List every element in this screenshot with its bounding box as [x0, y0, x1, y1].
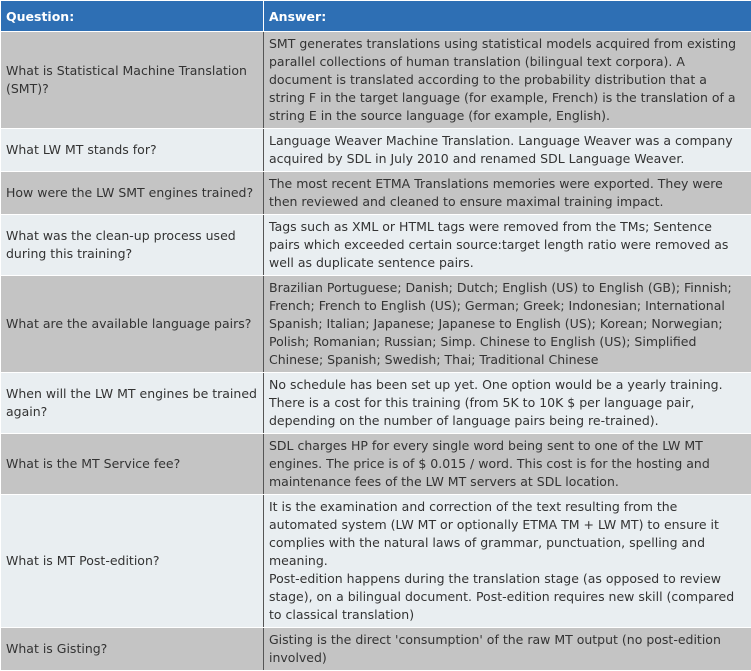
question-cell: What is MT Post-edition? — [1, 495, 264, 628]
answer-paragraph: Gisting is the direct 'consumption' of the raw MT output (no post-edition involved) — [269, 631, 746, 667]
answer-cell — [264, 628, 751, 671]
question-cell: When will the LW MT engines be trained again? — [1, 373, 264, 434]
answer-paragraph: It is the examination and correction of the text resulting from the automated system (LW MT or optionally ETMA TM + LW MT) to ensure it complies with the natural laws of grammar, punctuation, spelling and meaning. — [269, 498, 746, 570]
table-row — [1, 495, 751, 628]
question-cell: How were the LW SMT engines trained? — [1, 172, 264, 215]
table-row — [1, 276, 751, 373]
question-cell: What is the MT Service fee? — [1, 434, 264, 495]
table-body — [1, 32, 751, 671]
question-cell: What is Gisting? — [1, 628, 264, 671]
answer-cell — [264, 434, 751, 495]
answer-cell — [264, 215, 751, 276]
question-cell: What are the available language pairs? — [1, 276, 264, 373]
answer-paragraph: Post-edition happens during the translation stage (as opposed to review stage), on a bilingual document. Post-edition requires new skill (compared to classical translation) — [269, 570, 746, 624]
answer-paragraph: Brazilian Portuguese; Danish; Dutch; English (US) to English (GB); Finnish; French; French to English (US); German; Greek; Indonesian; International Spanish; Italian; Japanese; Japanese to English (US); Korean; Norwegian; Polish; Romanian; Russian; Simp. Chinese to English (US); Simplified Chinese; Spanish; Swedish; Thai; Traditional Chinese — [269, 279, 746, 369]
question-cell: What is Statistical Machine Translation (SMT)? — [1, 32, 264, 129]
table-row — [1, 32, 751, 129]
table-row — [1, 628, 751, 671]
question-column-header: Question: — [1, 1, 264, 32]
answer-paragraph: SDL charges HP for every single word being sent to one of the LW MT engines. The price is of $ 0.015 / word. This cost is for the hosting and maintenance fees of the LW MT servers at SDL location. — [269, 437, 746, 491]
answer-cell — [264, 276, 751, 373]
table-row — [1, 434, 751, 495]
table-row — [1, 172, 751, 215]
table-row — [1, 129, 751, 172]
table-row — [1, 215, 751, 276]
answer-cell — [264, 495, 751, 628]
answer-cell — [264, 172, 751, 215]
answer-cell — [264, 373, 751, 434]
answer-cell — [264, 32, 751, 129]
answer-paragraph: Language Weaver Machine Translation. Language Weaver was a company acquired by SDL in July 2010 and renamed SDL Language Weaver. — [269, 132, 746, 168]
table-header — [1, 1, 751, 32]
answer-column-header: Answer: — [264, 1, 751, 32]
answer-cell — [264, 129, 751, 172]
table-row — [1, 373, 751, 434]
question-cell: What was the clean-up process used during this training? — [1, 215, 264, 276]
answer-paragraph: Tags such as XML or HTML tags were removed from the TMs; Sentence pairs which exceeded certain source:target length ratio were removed as well as duplicate sentence pairs. — [269, 218, 746, 272]
answer-paragraph: The most recent ETMA Translations memories were exported. They were then reviewed and cleaned to ensure maximal training impact. — [269, 175, 746, 211]
answer-paragraph: SMT generates translations using statistical models acquired from existing parallel collections of human translation (bilingual text corpora). A document is translated according to the probability distribution that a string F in the target language (for example, French) is the translation of a string E in the source language (for example, English). — [269, 35, 746, 125]
question-cell: What LW MT stands for? — [1, 129, 264, 172]
answer-paragraph: No schedule has been set up yet. One option would be a yearly training. There is a cost for this training (from 5K to 10K $ per language pair, depending on the number of language pairs being re-trained). — [269, 376, 746, 430]
